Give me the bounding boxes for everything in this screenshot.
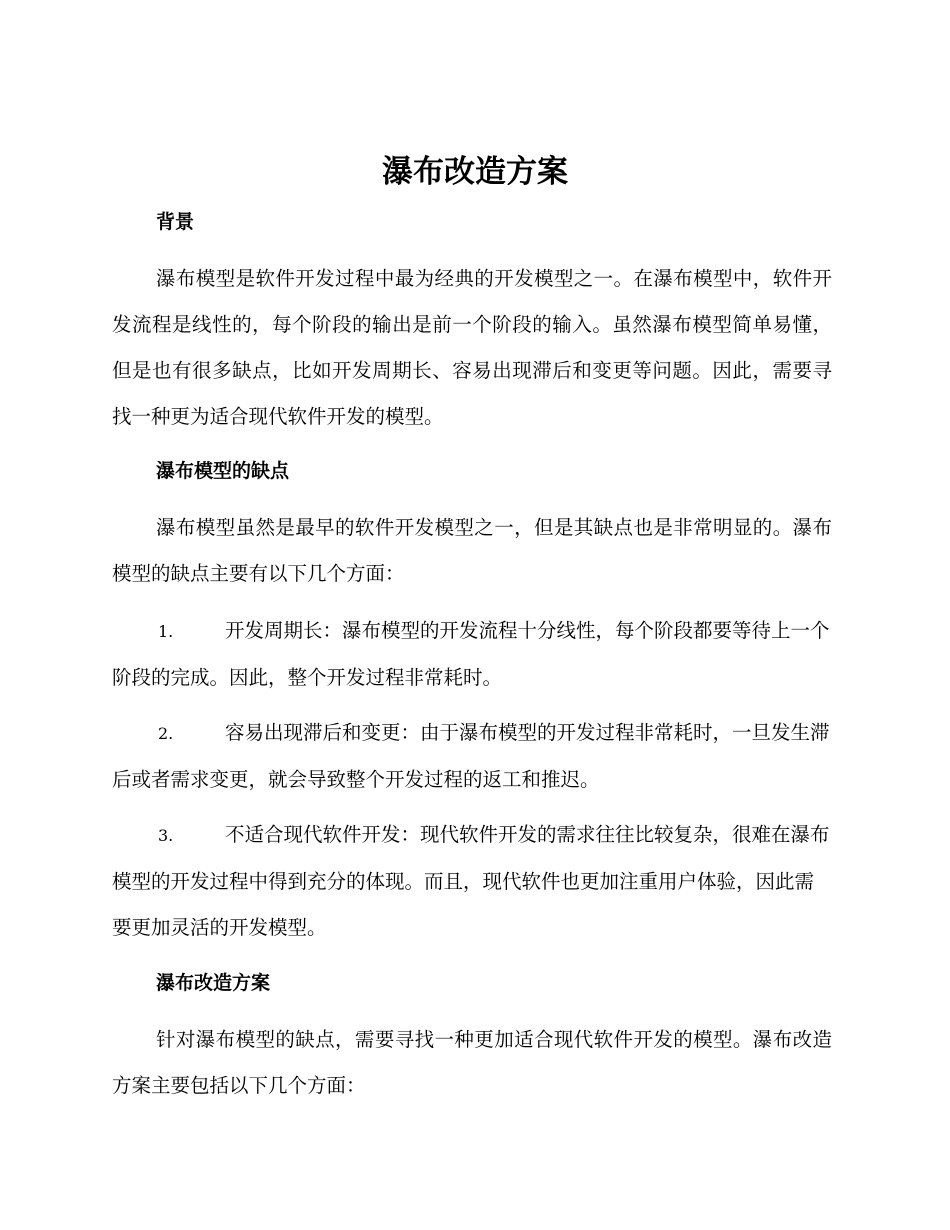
list-number: 2.	[158, 724, 174, 743]
list-item	[112, 710, 832, 803]
drawbacks-paragraph: 瀑布模型虽然是最早的软件开发模型之一，但是其缺点也是非常明显的。瀑布模型的缺点主要有以下几个方面：	[112, 516, 832, 585]
plan-paragraph: 针对瀑布模型的缺点，需要寻找一种更加适合现代软件开发的模型。瀑布改造方案主要包括以下几个方面：	[112, 1028, 832, 1097]
document-title: 瀑布改造方案	[382, 154, 568, 190]
list-number: 1.	[158, 622, 174, 641]
section-heading-background: 背景	[156, 211, 195, 233]
section-heading-plan: 瀑布改造方案	[156, 972, 271, 994]
list-item-text: 开发周期长：瀑布模型的开发流程十分线性，每个阶段都要等待上一个阶段的完成。因此，整个开发过程非常耗时。	[112, 619, 830, 689]
background-paragraph: 瀑布模型是软件开发过程中最为经典的开发模型之一。在瀑布模型中，软件开发流程是线性的，每个阶段的输出是前一个阶段的输入。虽然瀑布模型简单易懂，但是也有很多缺点，比如开发周期长、容易出现滞后和变更等问题。因此，需要寻找一种更为适合现代软件开发的模型。	[112, 267, 832, 428]
list-item	[112, 812, 832, 951]
list-number: 3.	[158, 826, 174, 845]
section-heading-drawbacks: 瀑布模型的缺点	[156, 460, 290, 482]
list-item-text: 不适合现代软件开发：现代软件开发的需求往往比较复杂，很难在瀑布模型的开发过程中得到充分的体现。而且，现代软件也更加注重用户体验，因此需要更加灵活的开发模型。	[112, 823, 830, 939]
list-item-text: 容易出现滞后和变更：由于瀑布模型的开发过程非常耗时，一旦发生滞后或者需求变更，就会导致整个开发过程的返工和推迟。	[112, 721, 830, 791]
list-item	[112, 608, 832, 701]
